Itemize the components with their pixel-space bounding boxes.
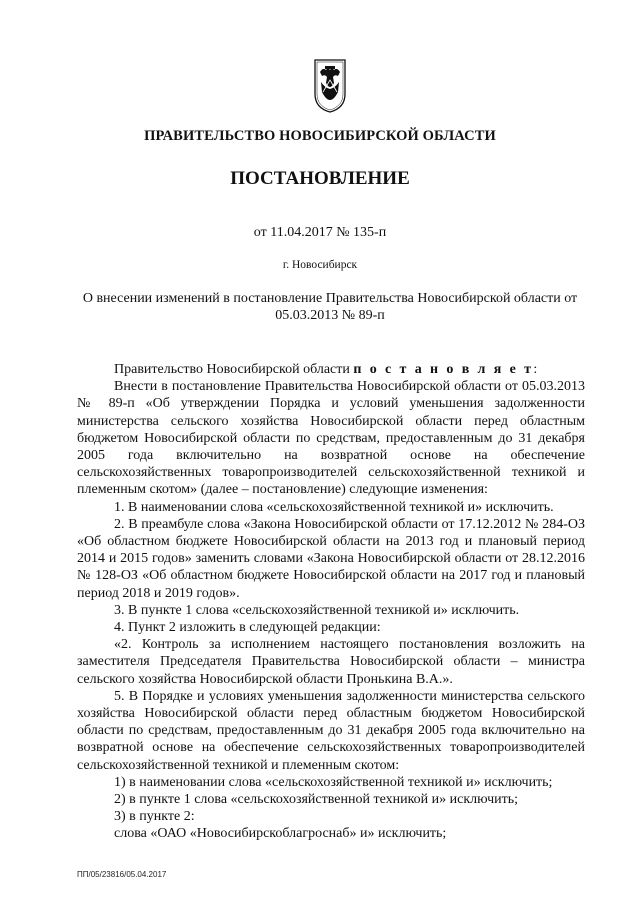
document-city: г. Новосибирск <box>282 259 358 271</box>
body-paragraph: 3. В пункте 1 слова «сельскохозяйственной техникой и» исключить. <box>114 602 520 618</box>
body-paragraph: 2) в пункте 1 слова «сельскохозяйственной техникой и» исключить; <box>114 792 519 808</box>
body-paragraph: 3) в пункте 2: <box>114 809 195 825</box>
body-paragraph: 1. В наименовании слова «сельскохозяйственной техникой и» исключить. <box>114 499 554 515</box>
body-paragraph: 1) в наименовании слова «сельскохозяйственной техникой и» исключить; <box>114 774 553 790</box>
preamble-keyword: п о с т а н о в л я е т <box>353 362 534 377</box>
preamble-text: Правительство Новосибирской области <box>114 362 354 377</box>
body-paragraph: 2. В преамбуле слова «Закона Новосибирской области от 17.12.2012 № 284-ОЗ «Об областном бюджете Новосибирской области на 2013 год и плановый период 2014 и 2015 годов» заменить словами «Закона Новосибирской области от 28.12.2016 № 128-ОЗ «Об областном бюджете Новосибирской области на 2017 год и плановый период 2018 и 2019 годов». <box>77 516 585 601</box>
document-subject: О внесении изменений в постановление Правительства Новосибирской области от 05.03.2013 № 89-п <box>82 291 578 323</box>
body-paragraph: «2. Контроль за исполнением настоящего постановления возложить на заместителя Председателя Правительства Новосибирской области – министра сельского хозяйства Новосибирской области Пронькина В.А.». <box>77 637 585 687</box>
document-footer-code: ПП/05/23816/05.04.2017 <box>77 870 167 879</box>
document-date-number: от 11.04.2017 № 135-п <box>253 225 387 240</box>
document-body <box>77 361 585 843</box>
preamble-colon: : <box>533 362 538 377</box>
body-paragraph: Внести в постановление Правительства Новосибирской области от 05.03.2013 № 89-п «Об утверждении Порядка и условий уменьшения задолженности министерства сельского хозяйства Новосибирской области перед областным бюджетом Новосибирской области по средствам, предоставленным до 31 декабря 2005 года включительно на возвратной основе на обеспечение сельскохозяйственных товаропроизводителей сельскохозяйственной техникой и племенным скотом» (далее – постановление) следующие изменения: <box>77 379 585 498</box>
body-paragraph: 4. Пункт 2 изложить в следующей редакции: <box>114 620 381 636</box>
document-type-title: ПОСТАНОВЛЕНИЕ <box>230 168 410 189</box>
preamble-paragraph <box>77 361 585 378</box>
novosibirsk-coat-of-arms-icon <box>313 58 347 114</box>
body-paragraph: слова «ОАО «Новосибирскоблагроснаб» и» исключить; <box>114 826 447 842</box>
organization-title: ПРАВИТЕЛЬСТВО НОВОСИБИРСКОЙ ОБЛАСТИ <box>144 128 496 144</box>
body-paragraph: 5. В Порядке и условиях уменьшения задолженности министерства сельского хозяйства Новосибирской области перед областным бюджетом Новосибирской области по средствам, предоставленным до 31 декабря 2005 года включительно на возвратной основе на обеспечение сельскохозяйственных товаропроизводителей сельскохозяйственной техникой и племенным скотом: <box>77 688 585 773</box>
